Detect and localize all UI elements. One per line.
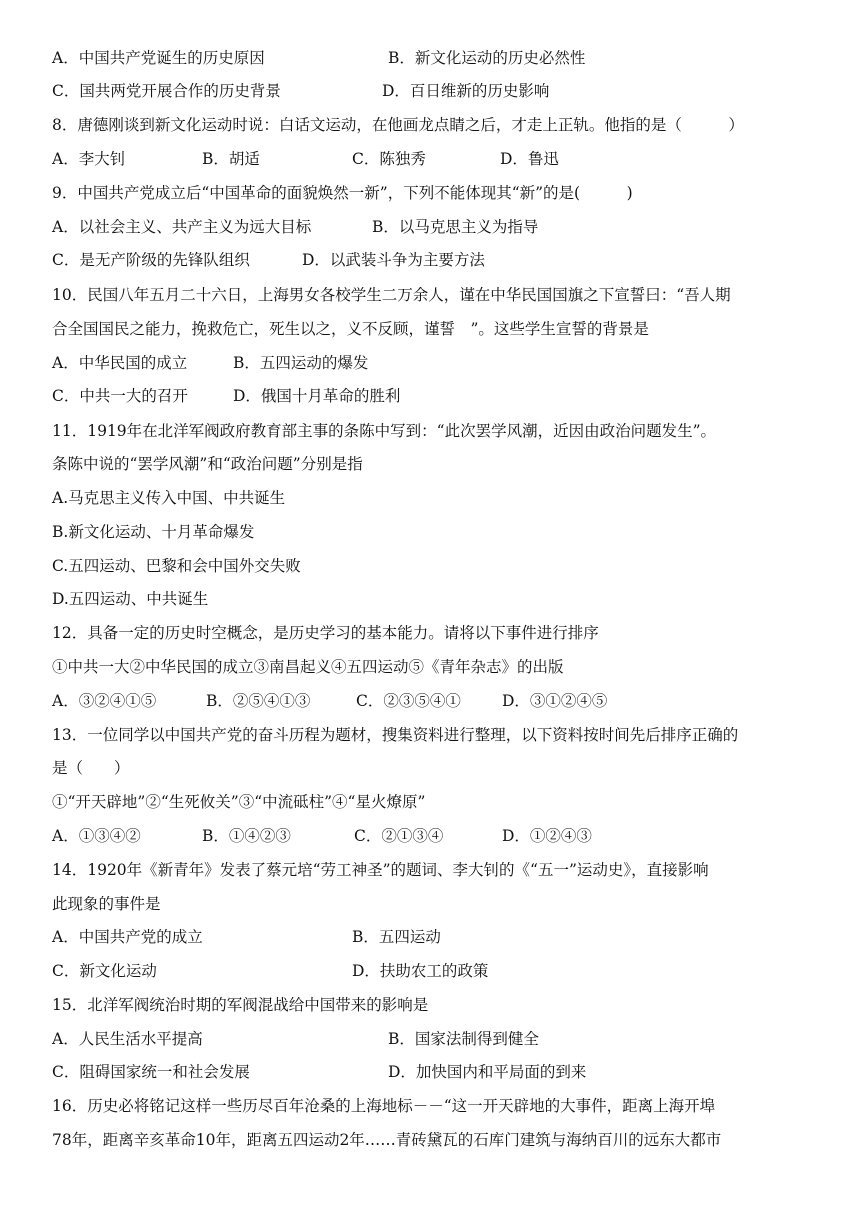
text-line [52,555,820,577]
answer-option: B．以马克思主义为指导 [372,218,539,236]
answer-option: C．中共一大的召开 [52,387,188,405]
text-line [52,825,820,847]
text-segment: 合全国国民之能力，挽救危亡，死生以之，义不反顾，谨誓 ”。这些学生宣誓的背景是 [52,320,649,338]
answer-option: A．中国共产党诞生的历史原因 [52,49,265,67]
answer-option: A．①③④② [52,827,141,845]
answer-option: A．中华民国的成立 [52,354,188,372]
text-line [52,724,820,746]
text-line [52,1061,820,1083]
text-line [52,148,820,170]
text-segment: 10．民国八年五月二十六日，上海男女各校学生二万余人，谨在中华民国国旗之下宣誓曰：“吾人期 [52,286,731,304]
answer-option: B．②⑤④①③ [206,692,311,710]
text-line [52,588,820,610]
answer-option: B．五四运动 [352,928,441,946]
answer-option: D．鲁迅 [500,150,559,168]
answer-option: D．俄国十月革命的胜利 [233,387,401,405]
text-line [52,114,820,136]
answer-option: C．②③⑤④① [356,692,461,710]
text-segment: 8．唐德刚谈到新文化运动时说：白话文运动，在他画龙点睛之后，才走上正轨。他指的是（ ） [52,116,744,134]
text-line [52,656,820,678]
answer-option: D．以武装斗争为主要方法 [302,251,485,269]
answer-option: B．胡适 [202,150,260,168]
text-line [52,47,820,69]
text-segment: ①“开天辟地”②“生死攸关”③“中流砥柱”④“星火燎原” [52,793,426,811]
text-line [52,80,820,102]
text-line [52,420,820,442]
text-line [52,521,820,543]
text-segment: 11．1919年在北洋军阀政府教育部主事的条陈中写到：“此次罢学风潮，近因由政治问题发生”。 [52,422,717,440]
text-segment: A.马克思主义传入中国、中共诞生 [52,489,286,507]
answer-option: B．五四运动的爆发 [233,354,369,372]
text-segment: 此现象的事件是 [52,895,161,913]
text-line [52,690,820,712]
answer-option: B．国家法制得到健全 [388,1030,539,1048]
answer-option: C．陈独秀 [352,150,426,168]
answer-option: D．③①②④⑤ [502,692,608,710]
answer-option: D．扶助农工的政策 [352,962,489,980]
text-line [52,893,820,915]
text-line [52,453,820,475]
text-line [52,1028,820,1050]
text-line [52,216,820,238]
text-line [52,859,820,881]
text-segment: B.新文化运动、十月革命爆发 [52,523,255,541]
text-line [52,960,820,982]
text-line [52,757,820,779]
answer-option: D．百日维新的历史影响 [382,82,550,100]
text-segment: C.五四运动、巴黎和会中国外交失败 [52,557,301,575]
answer-option: D．①②④③ [502,827,592,845]
text-segment: 13．一位同学以中国共产党的奋斗历程为题材，搜集资料进行整理，以下资料按时间先后排序正确的 [52,726,739,744]
answer-option: D．加快国内和平局面的到来 [388,1063,587,1081]
answer-option: A．以社会主义、共产主义为远大目标 [52,218,312,236]
answer-option: A．③②④①⑤ [52,692,157,710]
text-segment: 9．中国共产党成立后“中国革命的面貌焕然一新”，下列不能体现其“新”的是( ) [52,184,633,202]
answer-option: A．李大钊 [52,150,126,168]
text-segment: 12．具备一定的历史时空概念，是历史学习的基本能力。请将以下事件进行排序 [52,624,599,642]
text-segment: ①中共一大②中华民国的成立③南昌起义④五四运动⑤《青年杂志》的出版 [52,658,564,676]
answer-option: C．②①③④ [354,827,444,845]
answer-option: A．人民生活水平提高 [52,1030,203,1048]
text-line [52,926,820,948]
text-segment: 条陈中说的“罢学风潮”和“政治问题”分别是指 [52,455,363,473]
text-line [52,791,820,813]
text-segment: 16．历史必将铭记这样一些历尽百年沧桑的上海地标－－“这一开天辟地的大事件，距离上海开埠 [52,1097,716,1115]
answer-option: A．中国共产党的成立 [52,928,203,946]
text-line [52,249,820,271]
text-line [52,284,820,306]
text-line [52,385,820,407]
answer-option: B．①④②③ [202,827,291,845]
text-line [52,622,820,644]
answer-option: B．新文化运动的历史必然性 [388,49,586,67]
answer-option: C．阻碍国家统一和社会发展 [52,1063,250,1081]
answer-option: C．国共两党开展合作的历史背景 [52,82,281,100]
text-segment: 14．1920年《新青年》发表了蔡元培“劳工神圣”的题词、李大钊的《“五一”运动史》，直接影响 [52,861,709,879]
text-segment: 15．北洋军阀统治时期的军阀混战给中国带来的影响是 [52,996,429,1014]
text-line [52,994,820,1016]
answer-option: C．新文化运动 [52,962,157,980]
text-line [52,487,820,509]
text-line [52,352,820,374]
text-line [52,318,820,340]
answer-option: C．是无产阶级的先锋队组织 [52,251,250,269]
text-line [52,182,820,204]
text-segment: 78年，距离辛亥革命10年，距离五四运动2年……青砖黛瓦的石库门建筑与海纳百川的远东大都市 [52,1131,722,1149]
text-segment: 是（ ） [52,759,130,777]
text-segment: D.五四运动、中共诞生 [52,590,209,608]
text-line [52,1129,820,1151]
text-line [52,1095,820,1117]
